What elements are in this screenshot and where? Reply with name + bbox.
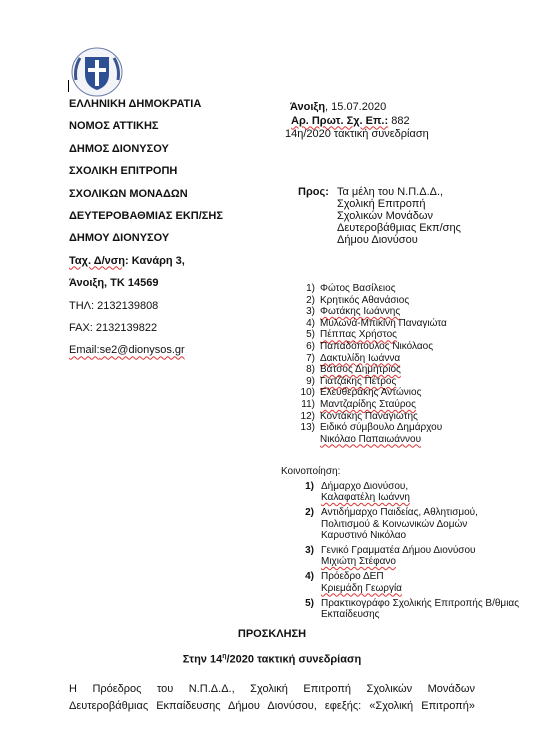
- session-line: 14η/2020 τακτική συνεδρίαση: [285, 128, 429, 140]
- phone-line: ΤΗΛ: 2132139808: [69, 299, 159, 312]
- list-item: 4) Πρόεδρο ΔΕΠ Κριεμάδη Γεωργία: [305, 571, 402, 594]
- email-link[interactable]: se2@dionysos.gr: [99, 344, 185, 357]
- list-item: 1) Δήμαρχο Διονύσου, Καλαφατέλη Ιωάννη: [305, 481, 410, 504]
- fax-line: FAX: 2132139822: [69, 321, 158, 334]
- prefecture-line: ΝΟΜΟΣ ΑΤΤΙΚΗΣ: [69, 120, 159, 133]
- list-item: 10) Ελευθεράκης Αντώνιος: [300, 387, 422, 399]
- date-label: Άνοιξη: [290, 101, 326, 113]
- members-list: [296, 283, 447, 445]
- address-value: : Κανάρη 3,: [125, 254, 185, 267]
- list-item: 13) Ειδικό σύμβουλο Δημάρχου: [300, 422, 443, 434]
- recipient-line: Σχολικών Μονάδων: [337, 210, 433, 222]
- education-line: ΔΕΥΤΕΡΟΒΑΘΜΙΑΣ ΕΚΠ/ΣΗΣ: [69, 209, 223, 222]
- list-item-continuation: Νικόλαο Παπαιωάννου: [320, 433, 422, 445]
- recipients-label: Προς:: [298, 186, 329, 198]
- city-line: Άνοιξη, ΤΚ 14569: [69, 277, 159, 290]
- cc-label: Κοινοποίηση:: [281, 466, 341, 477]
- list-item: 6) Παπαδόπουλος Νικόλαος: [306, 340, 434, 352]
- list-item: 4) Μυλωνά-Μπικίνη Παναγιώτα: [306, 317, 447, 329]
- greek-emblem-icon: [70, 46, 124, 98]
- email-line: [69, 339, 269, 361]
- body-paragraph: [69, 681, 475, 715]
- list-item: 5) Πέππας Χρήστος: [306, 329, 397, 341]
- text-cursor: [68, 80, 69, 92]
- list-item: 3) Φωτάκης Ιωάννης: [306, 306, 401, 318]
- country-line: ΕΛΛΗΝΙΚΗ ΔΗΜΟΚΡΑΤΙΑ: [69, 98, 202, 110]
- date-value: , 15.07.2020: [325, 101, 387, 113]
- recipient-line: [337, 222, 461, 234]
- date-line: [285, 101, 429, 115]
- units-line: ΣΧΟΛΙΚΩΝ ΜΟΝΑΔΩΝ: [69, 187, 188, 200]
- sender-block: [69, 93, 269, 362]
- committee-line: ΣΧΟΛΙΚΗ ΕΠΙΤΡΟΠΗ: [69, 165, 178, 178]
- recipient-line: Σχολική Επιτροπή: [337, 198, 426, 210]
- recipients-block: [298, 186, 461, 246]
- recipient-line: Δήμου Διονύσου: [337, 234, 418, 246]
- list-item: 5) Πρακτικογράφο Σχολικής Επιτροπής Β/θμιας Εκπαίδευσης: [305, 597, 520, 621]
- list-item: 11) Μαντζαρίδης Σταύρος: [301, 398, 416, 410]
- list-item: 2) Κρητικός Αθανάσιος: [306, 294, 410, 306]
- address-line: [69, 250, 269, 272]
- document-meta: [285, 101, 429, 142]
- municipality-line: ΔΗΜΟΣ ΔΙΟΝΥΣΟΥ: [69, 142, 169, 155]
- list-item: 8) Βάτσος Δημήτριος: [306, 364, 401, 376]
- recipient-line: Τα μέλη του Ν.Π.Δ.Δ.,: [337, 186, 444, 198]
- list-item: 3) Γενικό Γραμματέα Δήμου Διονύσου Μιχιώτη Στέφανο: [305, 545, 476, 568]
- document-subtitle: Στην $14^\eta/2020$ τακτική συνεδρίαση: [182, 653, 362, 666]
- protocol-line: [285, 115, 429, 129]
- list-item: 9) Γιατζάκης Πέτρος: [306, 375, 397, 387]
- municipality-genitive-line: ΔΗΜΟΥ ΔΙΟΝΥΣΟΥ: [69, 232, 170, 245]
- body-line: Η Πρόεδρος του Ν.Π.Δ.Δ., Σχολική Επιτροπή Σχολικών Μονάδων: [69, 683, 475, 695]
- body-line: Δευτεροβάθμιας Εκπαίδευσης Δήμου Διονύσου, εφεξής: «Σχολική Επιτροπή»: [69, 700, 475, 712]
- list-item: 12) Κοντάκης Παναγιώτης: [300, 410, 418, 422]
- protocol-value: 882: [388, 114, 410, 127]
- address-label: Ταχ. Δ/νση: [69, 254, 126, 267]
- recipient-text: Δευτεροβάθμιας Εκπ/σης: [337, 222, 461, 234]
- email-prefix: Email:: [69, 344, 100, 357]
- cc-list: [300, 481, 540, 620]
- list-item: 1) Φώτος Βασίλειος: [306, 283, 396, 294]
- document-title: ΠΡΟΣΚΛΗΣΗ: [237, 628, 307, 640]
- protocol-label: Αρ. Πρωτ. Σχ. Επ.:: [291, 114, 389, 127]
- list-item: 2) Αντιδήμαρχο Παιδείας, Αθλητισμού, Πολιτισμού & Κοινωνικών Δομών Καρυστινό Νικόλαο: [305, 507, 478, 541]
- list-item: 7) Δακτυλίδη Ιωάννα: [306, 352, 401, 364]
